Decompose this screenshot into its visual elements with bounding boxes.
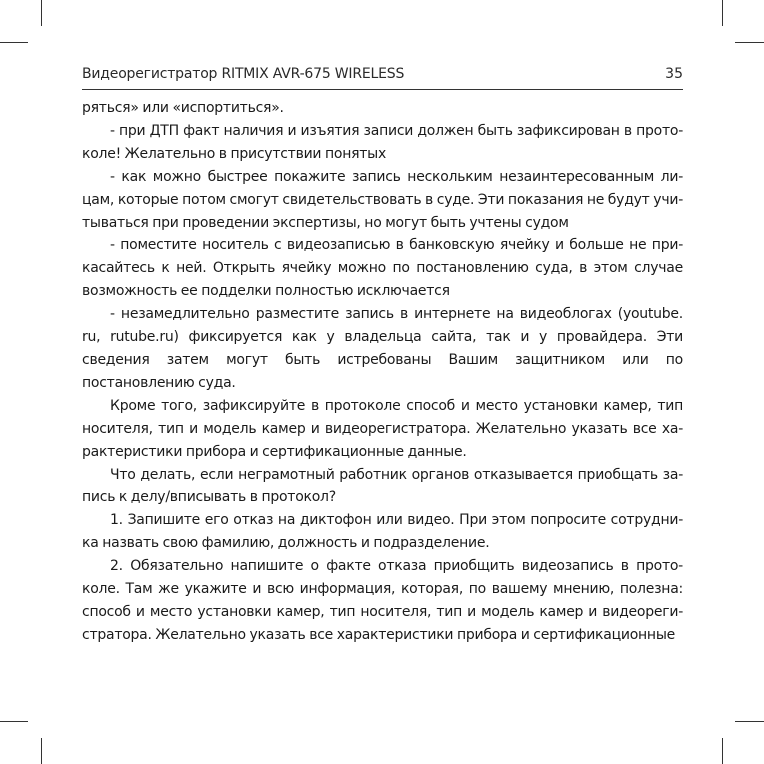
paragraph: Кроме того, зафиксируйте в протоколе способ и место установки камер, тип носителя, тип и модель камер и видеорегистратора. Желательно указать все ха- рактеристики прибора и сертификационные данные. xyxy=(82,397,683,460)
paragraph: - при ДТП факт наличия и изъятия записи должен быть зафиксирован в прото- коле! Желательно в присутствии понятых xyxy=(82,122,683,162)
crop-mark-bottom-left-horizontal xyxy=(0,721,28,722)
paragraph: 1. Запишите его отказ на диктофон или видео. При этом попросите сотрудни- ка назвать свою фамилию, должность и подразделение. xyxy=(82,512,683,552)
header-title: Видеорегистратор RITMIX AVR-675 WIRELESS xyxy=(82,66,405,82)
paragraph: - поместите носитель с видеозаписью в банковскую ячейку и больше не при- касайтесь к ней. Открыть ячейку можно по постановлению суда, в этом случае возможность ее подделки полностью исключается xyxy=(82,237,683,300)
page-body xyxy=(82,97,683,647)
running-header xyxy=(82,64,683,90)
crop-mark-top-right-vertical xyxy=(722,0,723,26)
paragraph: ряться» или «испортиться». xyxy=(82,100,284,116)
paragraph: 2. Обязательно напишите о факте отказа приобщить видеозапись в прото- коле. Там же укажите и всю информация, которая, по вашему мнению, полезна: способ и место установки камер, тип носителя, тип и модель камер и видеореги- стратора. Желательно указать все характеристики прибора и сертификационные xyxy=(82,558,683,643)
crop-mark-bottom-right-vertical xyxy=(722,738,723,764)
crop-mark-bottom-left-vertical xyxy=(41,738,42,764)
paragraph: - незамедлительно разместите запись в интернете на видеоблогах (youtube. ru, rutube.ru) фиксируется как у владельца сайта, так и у провайдера. Эти сведения затем могут быть истребованы Вашим защитником или по постановлению суда. xyxy=(82,306,683,391)
paragraph: - как можно быстрее покажите запись нескольким незаинтересованным ли- цам, которые потом смогут свидетельствовать в суде. Эти показания не будут учи- тываться при проведении экспертизы, но могут быть учтены судом xyxy=(82,168,683,231)
crop-mark-top-left-vertical xyxy=(41,0,42,26)
page-number: 35 xyxy=(665,66,683,82)
crop-mark-top-left-horizontal xyxy=(0,42,28,43)
paragraph: Что делать, если неграмотный работник органов отказывается приобщать за- пись к делу/вписывать в протокол? xyxy=(82,466,683,506)
crop-mark-bottom-right-horizontal xyxy=(735,721,764,722)
crop-mark-top-right-horizontal xyxy=(735,42,764,43)
